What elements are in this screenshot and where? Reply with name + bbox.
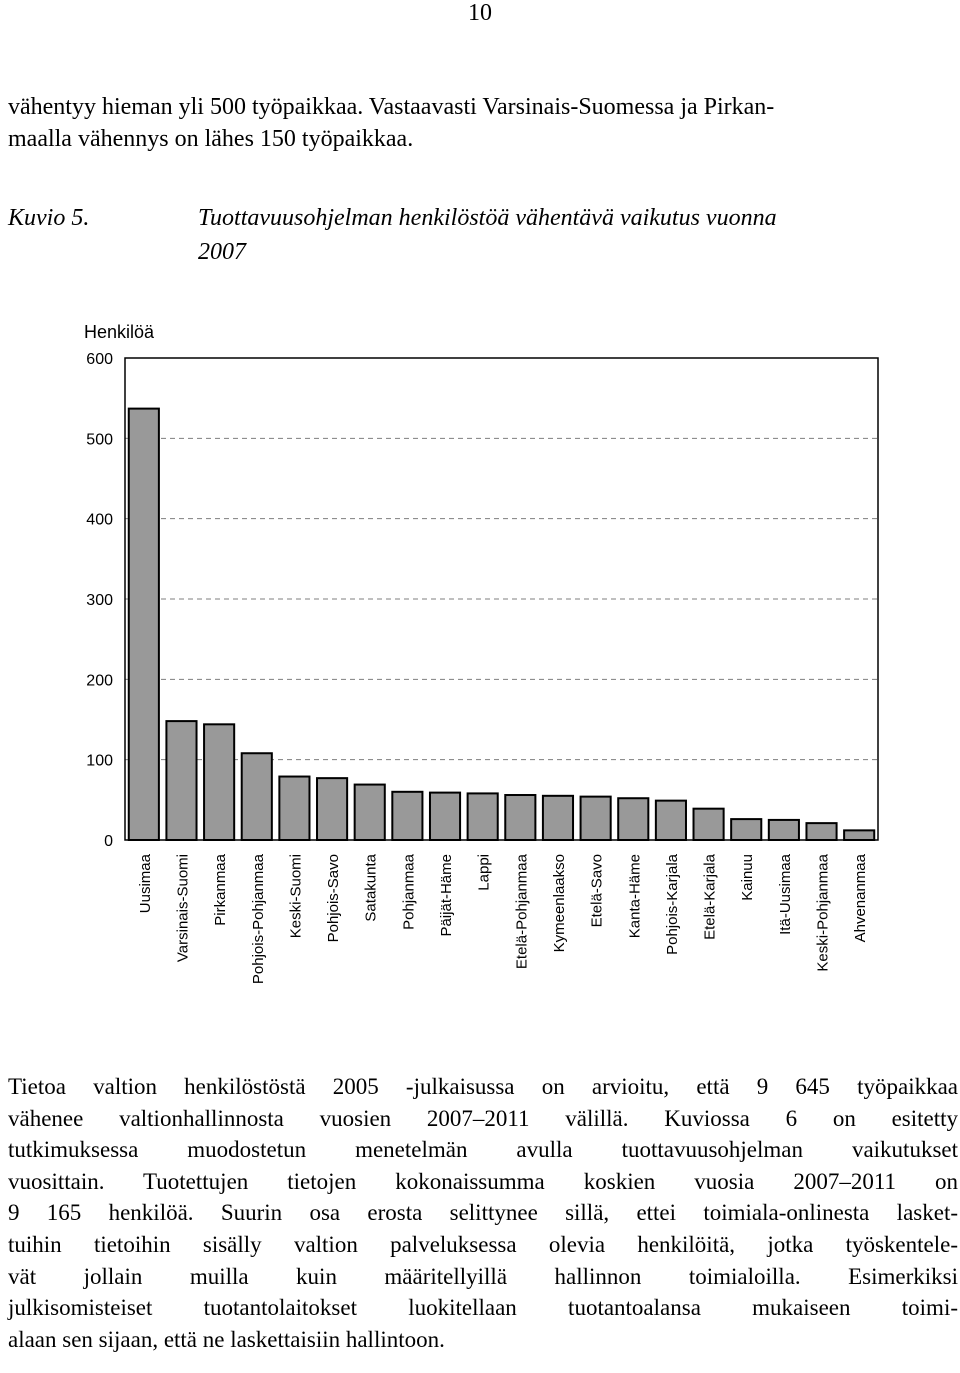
page-number: 10 <box>468 0 492 26</box>
bar <box>618 798 648 840</box>
bar <box>129 409 159 840</box>
x-tick-label: Uusimaa <box>136 854 154 914</box>
bar <box>694 809 724 840</box>
x-tick-label: Satakunta <box>362 854 380 922</box>
bar <box>242 753 272 840</box>
figure-title-line: 2007 <box>198 239 246 265</box>
y-tick-label: 0 <box>104 833 113 850</box>
axis-labels <box>84 322 869 984</box>
x-tick-label: Pohjanmaa <box>400 854 418 930</box>
body-text-line: 9 165 henkilöä. Suurin osa erosta selittynee sillä, ettei toimiala-onlinesta lasket- <box>8 1200 958 1226</box>
bar <box>806 823 836 840</box>
x-tick-label: Itä-Uusimaa <box>776 854 794 935</box>
bar <box>581 797 611 840</box>
x-tick-label: Kymeenlaakso <box>550 854 568 953</box>
intro-text-line: maalla vähennys on lähes 150 työpaikkaa. <box>8 126 414 152</box>
bar <box>355 785 385 840</box>
x-tick-label: Pirkanmaa <box>212 854 230 926</box>
bars <box>129 409 874 840</box>
y-tick-label: 500 <box>86 431 113 449</box>
body-text-line: julkisomisteiset tuotantolaitokset luokitellaan tuotantoalansa mukaiseen toimi- <box>8 1295 958 1321</box>
body-paragraph <box>8 1071 958 1355</box>
bar <box>279 777 309 840</box>
bar <box>505 795 535 840</box>
x-tick-label: Varsinais-Suomi <box>174 854 192 963</box>
x-tick-label: Etelä-Savo <box>588 854 606 928</box>
y-tick-label: 600 <box>86 351 113 368</box>
bar <box>468 793 498 840</box>
x-tick-label: Kainuu <box>739 854 757 901</box>
x-tick-label: Pohjois-Karjala <box>663 854 681 955</box>
x-tick-label: Pohjois-Pohjanmaa <box>249 854 267 985</box>
y-tick-label: 400 <box>86 511 113 529</box>
gridlines <box>125 438 878 759</box>
bar <box>317 778 347 840</box>
y-tick-label: 100 <box>86 752 113 770</box>
x-tick-label: Pohjois-Savo <box>325 854 343 943</box>
y-tick-label: 300 <box>86 592 113 609</box>
bar <box>769 820 799 840</box>
x-tick-label: Päijät-Häme <box>438 854 456 937</box>
bar <box>204 724 234 840</box>
body-text-line: tutkimuksessa muodostetun menetelmän avulla tuottavuusohjelman vaikutukset <box>8 1137 958 1163</box>
x-tick-label: Etelä-Karjala <box>701 854 719 940</box>
x-tick-label: Ahvenanmaa <box>852 854 870 943</box>
bar <box>543 796 573 840</box>
bar <box>392 792 422 840</box>
x-tick-label: Lappi <box>475 854 493 891</box>
body-text-line: vuosittain. Tuotettujen tietojen kokonaissumma koskien vuosia 2007–2011 on <box>8 1168 958 1194</box>
figure-title-line: Tuottavuusohjelman henkilöstöä vähentävä vaikutus vuonna <box>198 205 777 231</box>
bar <box>166 721 196 840</box>
body-text-line: Tietoa valtion henkilöstöstä 2005 -julkaisussa on arvioitu, että 9 645 työpaikkaa <box>8 1074 958 1099</box>
body-text-line: alaan sen sijaan, että ne laskettaisiin hallintoon. <box>8 1326 445 1352</box>
bar <box>430 793 460 840</box>
y-tick-label: 200 <box>86 672 113 690</box>
x-tick-label: Keski-Suomi <box>287 854 305 939</box>
bar <box>844 830 874 840</box>
body-text-line: vähenee valtionhallinnosta vuosien 2007–2011 välillä. Kuviossa 6 on esitetty <box>8 1105 958 1131</box>
bar <box>656 801 686 840</box>
bar <box>731 819 761 840</box>
bar-chart <box>0 300 960 1020</box>
figure-label: Kuvio 5. <box>8 205 90 231</box>
body-text-line: vät jollain muilla kuin määritellyillä hallinnon toimialoilla. Esimerkiksi <box>8 1263 958 1289</box>
x-tick-label: Etelä-Pohjanmaa <box>513 854 531 970</box>
body-text-line: tuihin tietoihin sisälly valtion palveluksessa olevia henkilöitä, jotka työskentele- <box>8 1231 958 1257</box>
x-tick-label: Keski-Pohjanmaa <box>814 854 832 972</box>
x-tick-label: Kanta-Häme <box>626 854 644 939</box>
intro-text-line: vähentyy hieman yli 500 työpaikkaa. Vastaavasti Varsinais-Suomessa ja Pirkan- <box>8 94 775 120</box>
y-axis-title: Henkilöä <box>84 322 155 342</box>
